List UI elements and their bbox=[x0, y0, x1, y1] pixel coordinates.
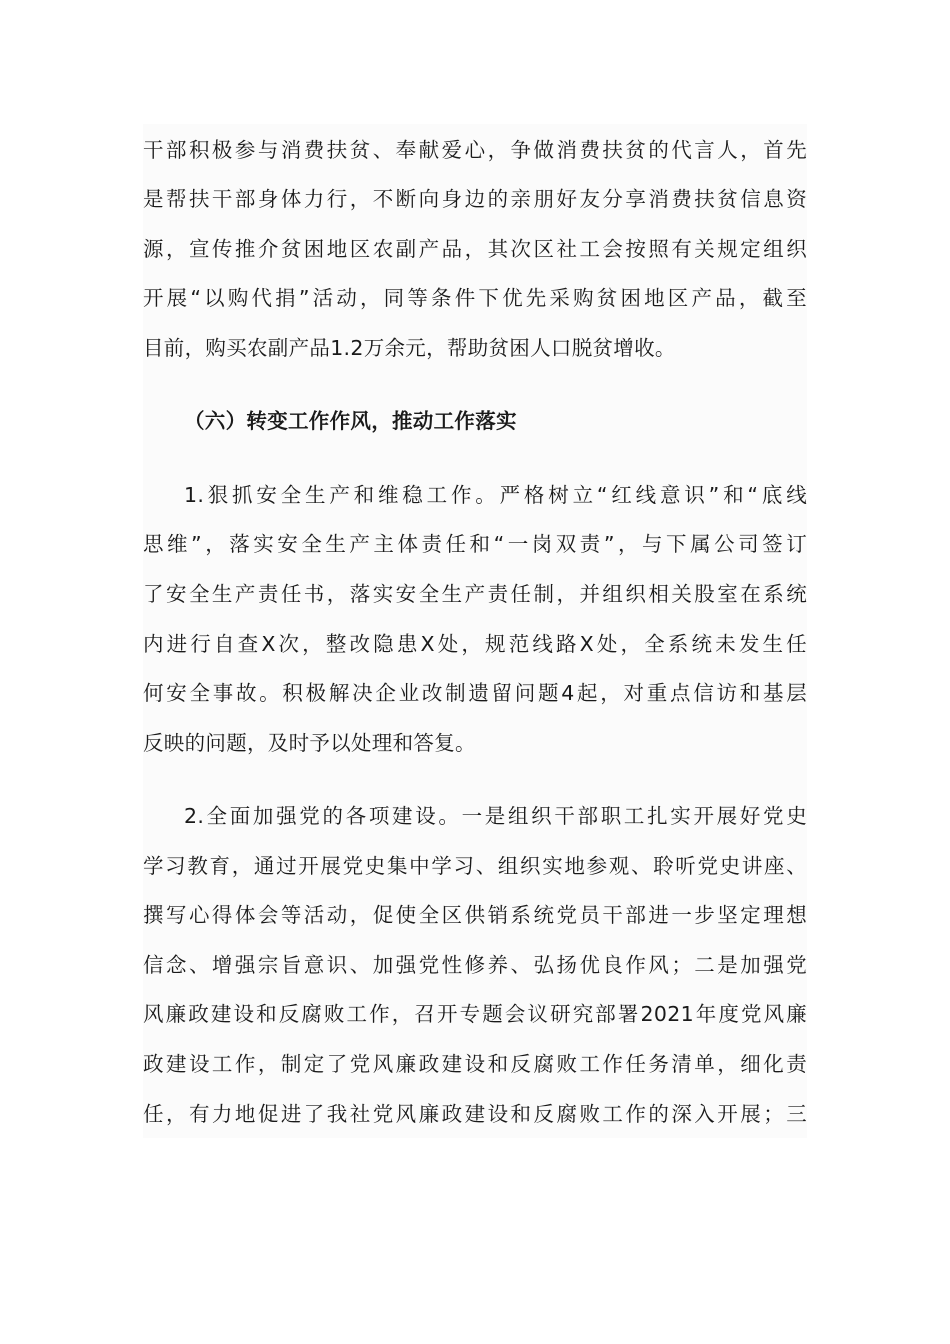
paragraph-line: 内进行自查X次，整改隐患X处，规范线路X处，全系统未发生任 bbox=[143, 632, 807, 656]
paragraph-line: 目前，购买农副产品1.2万余元，帮助贫困人口脱贫增收。 bbox=[143, 336, 676, 360]
paragraph-line: 反映的问题，及时予以处理和答复。 bbox=[143, 731, 476, 755]
paragraph-line: 任，有力地促进了我社党风廉政建设和反腐败工作的深入开展；三 bbox=[143, 1102, 807, 1126]
paragraph-line: 信念、增强宗旨意识、加强党性修养、弘扬优良作风；二是加强党 bbox=[143, 953, 807, 977]
paragraph-line: 了安全生产责任书，落实安全生产责任制，并组织相关股室在系统 bbox=[143, 582, 807, 606]
paragraph-line: 何安全事故。积极解决企业改制遗留问题4起，对重点信访和基层 bbox=[143, 681, 807, 705]
document-body bbox=[143, 124, 807, 1138]
paragraph-line: 干部积极参与消费扶贫、奉献爱心，争做消费扶贫的代言人，首先 bbox=[143, 138, 807, 162]
paragraph-line: 2.全面加强党的各项建设。一是组织干部职工扎实开展好党史 bbox=[184, 804, 807, 828]
paragraph-line: 撰写心得体会等活动，促使全区供销系统党员干部进一步坚定理想 bbox=[143, 903, 807, 927]
paragraph-line: 是帮扶干部身体力行，不断向身边的亲朋好友分享消费扶贫信息资 bbox=[143, 187, 807, 211]
paragraph-line: 风廉政建设和反腐败工作，召开专题会议研究部署2021年度党风廉 bbox=[143, 1002, 807, 1026]
paragraph-line: 学习教育，通过开展党史集中学习、组织实地参观、聆听党史讲座、 bbox=[143, 854, 807, 878]
paragraph-line: 源，宣传推介贫困地区农副产品，其次区社工会按照有关规定组织 bbox=[143, 237, 807, 261]
section-heading: （六）转变工作作风，推动工作落实 bbox=[184, 409, 517, 433]
paragraph-line: 思维”，落实安全生产主体责任和“一岗双责”，与下属公司签订 bbox=[143, 532, 807, 556]
paragraph-line: 1.狠抓安全生产和维稳工作。严格树立“红线意识”和“底线 bbox=[184, 483, 807, 507]
paragraph-line: 政建设工作，制定了党风廉政建设和反腐败工作任务清单，细化责 bbox=[143, 1052, 807, 1076]
paragraph-line: 开展“以购代捐”活动，同等条件下优先采购贫困地区产品，截至 bbox=[143, 286, 807, 310]
